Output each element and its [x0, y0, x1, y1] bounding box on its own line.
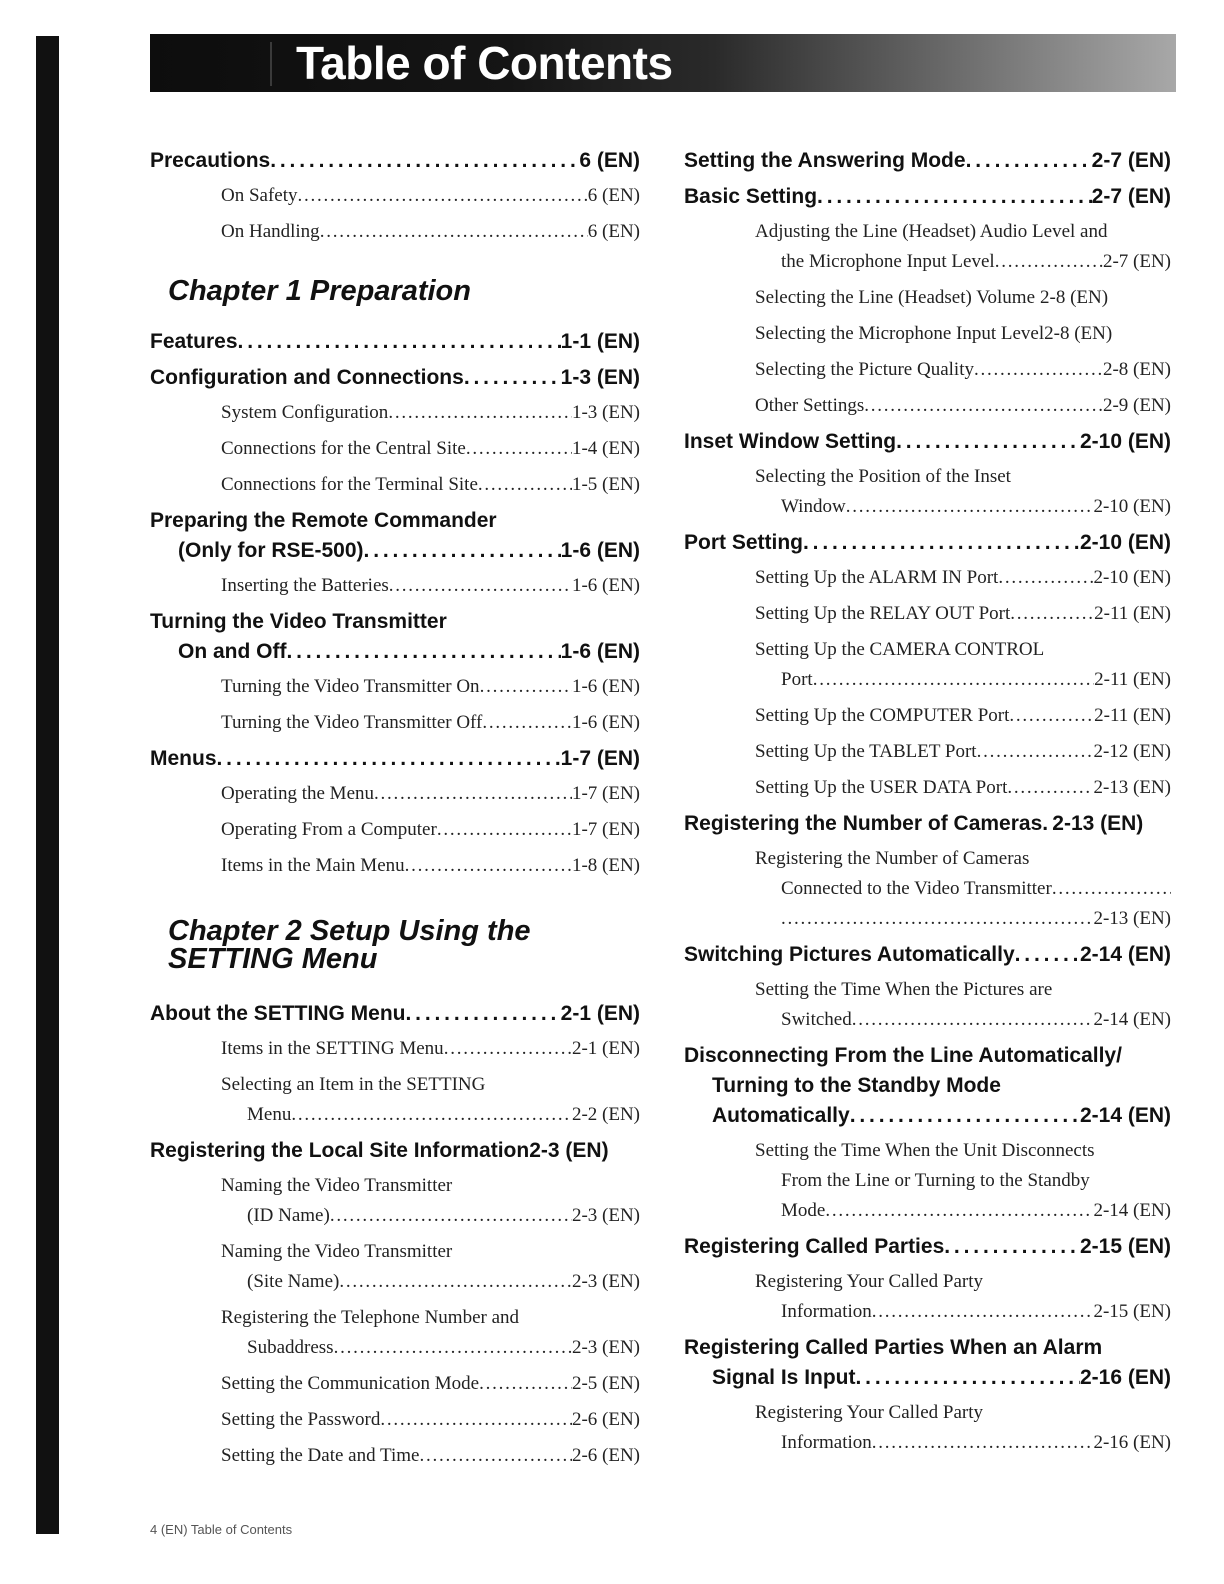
toc-left-column — [150, 140, 640, 1477]
entry-page: 1-5 (EN) — [571, 474, 640, 495]
leader-dots — [995, 247, 1103, 277]
entry-page: 2-10 (EN) — [1093, 567, 1171, 588]
entry-title: On Safety — [221, 185, 298, 206]
entry-title: Setting Up the COMPUTER Port — [755, 705, 1010, 726]
leader-dots — [287, 637, 561, 667]
entry-title: Port Setting — [684, 531, 803, 554]
toc-subentry[interactable] — [221, 1441, 640, 1471]
entry-page: 2-2 (EN) — [571, 1104, 640, 1125]
leader-dots — [389, 571, 572, 601]
leader-dots — [339, 1267, 572, 1297]
entry-page: 2-14 (EN) — [1093, 1200, 1171, 1221]
entry-page: 2-10 (EN) — [1079, 531, 1171, 554]
toc-subentry[interactable] — [221, 470, 640, 500]
entry-page: 2-8 (EN) — [1040, 287, 1109, 308]
toc-subentry-multiline[interactable] — [755, 975, 1171, 1035]
toc-subentry[interactable] — [755, 773, 1171, 803]
entry-title: Items in the Main Menu — [221, 855, 405, 876]
entry-title-line: Port — [781, 669, 813, 690]
toc-subentry-multiline[interactable] — [755, 635, 1171, 695]
toc-subentry-multiline[interactable] — [221, 1171, 640, 1231]
entry-title-line: (ID Name) — [247, 1205, 330, 1226]
entry-title-line: Preparing the Remote Commander — [150, 509, 497, 532]
entry-page: 2-9 (EN) — [1102, 395, 1171, 416]
entry-title-line: (Site Name) — [247, 1271, 340, 1292]
toc-subentry[interactable] — [755, 319, 1171, 349]
toc-entry[interactable] — [684, 528, 1171, 558]
entry-page: 2-14 (EN) — [1079, 1104, 1171, 1127]
entry-title: Setting the Date and Time — [221, 1445, 420, 1466]
leader-dots — [238, 327, 561, 357]
entry-title: Configuration and Connections — [150, 366, 464, 389]
entry-title-line: Registering Your Called Party — [755, 1402, 983, 1423]
entry-page: 1-4 (EN) — [571, 438, 640, 459]
entry-title: Features — [150, 330, 238, 353]
leader-dots — [405, 999, 560, 1029]
entry-page: 2-3 (EN) — [571, 1205, 640, 1226]
entry-title: Setting the Answering Mode — [684, 149, 966, 172]
toc-subentry[interactable] — [221, 217, 640, 247]
entry-title: Setting the Password — [221, 1409, 381, 1430]
entry-page: 1-6 (EN) — [571, 712, 640, 733]
entry-title: Operating the Menu — [221, 783, 375, 804]
leader-dots — [479, 1369, 572, 1399]
entry-title: Connections for the Central Site — [221, 438, 466, 459]
entry-title-line: Mode — [781, 1200, 826, 1221]
toc-subentry[interactable] — [221, 181, 640, 211]
entry-page: 2-16 (EN) — [1079, 1366, 1171, 1389]
toc-entry[interactable] — [150, 999, 640, 1029]
entry-title-line: Information — [781, 1432, 872, 1453]
entry-title-line: Registering the Number of Cameras — [755, 848, 1030, 869]
entry-title: Setting Up the TABLET Port — [755, 741, 977, 762]
entry-title-line: Setting the Time When the Pictures are — [755, 979, 1053, 1000]
entry-page: 6 (EN) — [587, 221, 640, 242]
entry-title-line: (Only for RSE-500) — [178, 539, 364, 562]
entry-page: 1-6 (EN) — [571, 676, 640, 697]
entry-title: Registering the Local Site Information — [150, 1139, 530, 1162]
toc-subentry[interactable] — [755, 283, 1171, 313]
leader-dots — [977, 737, 1094, 767]
toc-entry[interactable] — [684, 427, 1171, 457]
toc-entry[interactable] — [684, 809, 1171, 839]
leader-dots — [291, 1100, 572, 1130]
leader-dots — [298, 181, 588, 211]
entry-page: 2-12 (EN) — [1093, 741, 1171, 762]
entry-title-line: Selecting an Item in the SETTING — [221, 1074, 486, 1095]
toc-subentry[interactable] — [221, 1405, 640, 1435]
entry-title-line: From the Line or Turning to the Standby — [781, 1170, 1090, 1191]
entry-title: Other Settings — [755, 395, 865, 416]
toc-subentry-multiline[interactable] — [755, 217, 1171, 277]
entry-page: 2-3 (EN) — [571, 1337, 640, 1358]
toc-entry[interactable] — [150, 363, 640, 393]
entry-title-line: Switched — [781, 1009, 852, 1030]
entry-title-line: Connected to the Video Transmitter — [781, 878, 1052, 899]
entry-title: About the SETTING Menu — [150, 1002, 406, 1025]
entry-page: 2-6 (EN) — [571, 1409, 640, 1430]
leader-dots — [330, 1201, 572, 1231]
entry-page: 2-15 (EN) — [1093, 1301, 1171, 1322]
toc-entry[interactable] — [684, 182, 1171, 212]
toc-subentry-multiline[interactable] — [755, 1267, 1171, 1327]
toc-entry[interactable] — [150, 146, 640, 176]
entry-title-line: the Microphone Input Level — [781, 251, 995, 272]
entry-page: 2-7 (EN) — [1091, 149, 1171, 172]
toc-subentry[interactable] — [221, 851, 640, 881]
leader-dots — [478, 470, 572, 500]
toc-subentry-multiline[interactable] — [755, 844, 1171, 934]
chapter-heading: Chapter 1 Preparation — [168, 275, 471, 307]
leader-dots — [966, 146, 1092, 176]
entry-page: 1-7 (EN) — [560, 747, 640, 770]
toc-subentry[interactable] — [755, 563, 1171, 593]
entry-title-line: Turning to the Standby Mode — [712, 1074, 1001, 1097]
entry-title-line: Signal Is Input — [712, 1366, 856, 1389]
toc-subentry[interactable] — [755, 701, 1171, 731]
entry-title-line: Naming the Video Transmitter — [221, 1241, 453, 1262]
leader-dots — [374, 779, 572, 809]
entry-page: 2-10 (EN) — [1093, 496, 1171, 517]
leader-dots — [1015, 940, 1080, 970]
toc-entry[interactable] — [150, 327, 640, 357]
entry-page: 2-8 (EN) — [1102, 359, 1171, 380]
entry-title: Basic Setting — [684, 185, 818, 208]
toc-subentry[interactable] — [221, 1369, 640, 1399]
toc-subentry-multiline[interactable] — [221, 1237, 640, 1297]
leader-dots — [1052, 874, 1171, 904]
entry-page: 1-8 (EN) — [571, 855, 640, 876]
entry-page: 6 (EN) — [587, 185, 640, 206]
toc-entry-multiline[interactable] — [150, 506, 640, 566]
leader-dots — [1007, 773, 1093, 803]
entry-page: 1-3 (EN) — [571, 402, 640, 423]
entry-page: 2-13 (EN) — [1093, 908, 1171, 929]
entry-title: Turning the Video Transmitter Off — [221, 712, 483, 733]
entry-page: 2-5 (EN) — [571, 1373, 640, 1394]
leader-dots — [464, 363, 561, 393]
toc-entry-multiline[interactable] — [150, 607, 640, 667]
entry-title-line: Naming the Video Transmitter — [221, 1175, 453, 1196]
entry-title: Setting Up the RELAY OUT Port — [755, 603, 1011, 624]
entry-title-line: On and Off — [178, 640, 287, 663]
entry-title: Menus — [150, 747, 217, 770]
entry-title-line: Selecting the Position of the Inset — [755, 466, 1011, 487]
leader-dots — [813, 665, 1094, 695]
entry-title: Switching Pictures Automatically — [684, 943, 1015, 966]
entry-page: 2-6 (EN) — [571, 1445, 640, 1466]
entry-page: 1-7 (EN) — [571, 819, 640, 840]
leader-dots — [405, 851, 572, 881]
entry-page: 2-14 (EN) — [1093, 1009, 1171, 1030]
toc-subentry[interactable] — [755, 599, 1171, 629]
banner-tick — [270, 42, 272, 86]
entry-page: 6 (EN) — [579, 149, 640, 172]
toc-entry-multiline[interactable] — [684, 1333, 1171, 1393]
toc-entry[interactable] — [150, 744, 640, 774]
chapter-heading — [168, 917, 640, 973]
chapter-heading-line: Chapter 2 Setup Using the — [168, 915, 531, 947]
entry-title-line: Subaddress — [247, 1337, 334, 1358]
leader-dots — [444, 1034, 572, 1064]
leader-dots — [852, 1005, 1094, 1035]
leader-dots — [364, 536, 561, 566]
leader-dots — [437, 815, 572, 845]
entry-title-line: Menu — [247, 1104, 292, 1125]
page-footer: 4 (EN) Table of Contents — [150, 1522, 293, 1537]
leader-dots — [380, 1405, 572, 1435]
toc-subentry-multiline[interactable] — [755, 462, 1171, 522]
entry-title: Registering Called Parties — [684, 1235, 945, 1258]
entry-page: 2-8 (EN) — [1044, 323, 1113, 344]
entry-page: 2-10 (EN) — [1079, 430, 1171, 453]
leader-dots — [803, 528, 1080, 558]
leader-dots — [872, 1428, 1094, 1458]
toc-entry[interactable] — [150, 1136, 640, 1166]
entry-page: 2-7 (EN) — [1102, 251, 1171, 272]
leader-dots — [466, 434, 572, 464]
leader-dots — [872, 1297, 1094, 1327]
toc-subentry[interactable] — [221, 398, 640, 428]
entry-page: 2-13 (EN) — [1052, 812, 1144, 835]
toc-right-column — [684, 140, 1171, 1464]
entry-title-line: Turning the Video Transmitter — [150, 610, 447, 633]
leader-dots — [846, 492, 1094, 522]
entry-page: 2-1 (EN) — [560, 1002, 640, 1025]
leader-dots — [896, 427, 1080, 457]
leader-dots — [850, 1101, 1080, 1131]
toc-subentry[interactable] — [221, 708, 640, 738]
leader-dots — [825, 1196, 1093, 1226]
entry-page: 1-3 (EN) — [560, 366, 640, 389]
entry-title: Turning the Video Transmitter On — [221, 676, 480, 697]
entry-page: 2-1 (EN) — [571, 1038, 640, 1059]
leader-dots — [482, 708, 572, 738]
entry-title-line: Setting the Time When the Unit Disconnects — [755, 1140, 1095, 1161]
entry-title: Selecting the Microphone Input Level — [755, 323, 1045, 344]
toc-subentry[interactable] — [221, 571, 640, 601]
entry-page: 2-3 (EN) — [529, 1139, 609, 1162]
entry-page: 2-14 (EN) — [1079, 943, 1171, 966]
entry-title-line: Registering Called Parties When an Alarm — [684, 1336, 1103, 1359]
entry-page: 2-7 (EN) — [1091, 185, 1171, 208]
entry-title: Connections for the Terminal Site — [221, 474, 478, 495]
entry-page: 2-16 (EN) — [1093, 1432, 1171, 1453]
entry-title: Inserting the Batteries — [221, 575, 389, 596]
title-banner — [150, 34, 1176, 92]
toc-subentry-multiline[interactable] — [221, 1070, 640, 1130]
leader-dots — [270, 146, 579, 176]
toc-subentry[interactable] — [221, 434, 640, 464]
entry-title: Selecting the Picture Quality — [755, 359, 974, 380]
toc-subentry[interactable] — [221, 1034, 640, 1064]
toc-entry-multiline[interactable] — [684, 1041, 1171, 1131]
entry-title-line: Automatically — [712, 1104, 850, 1127]
chapter-heading-line: SETTING Menu — [168, 943, 378, 975]
entry-title: Precautions — [150, 149, 271, 172]
toc-entry[interactable] — [684, 146, 1171, 176]
toc-subentry-multiline[interactable] — [755, 1136, 1171, 1226]
leader-dots — [480, 672, 572, 702]
leader-dots — [974, 355, 1103, 385]
entry-page: 1-7 (EN) — [571, 783, 640, 804]
entry-page: 2-11 (EN) — [1094, 669, 1171, 690]
entry-title-line: Registering Your Called Party — [755, 1271, 983, 1292]
entry-title: Items in the SETTING Menu — [221, 1038, 444, 1059]
toc-subentry-multiline[interactable] — [755, 1398, 1171, 1458]
entry-title: Selecting the Line (Headset) Volume — [755, 287, 1035, 308]
entry-page: 2-3 (EN) — [571, 1271, 640, 1292]
leader-dots — [1009, 701, 1094, 731]
entry-page: 2-11 (EN) — [1094, 705, 1171, 726]
entry-page: 1-6 (EN) — [560, 640, 640, 663]
toc-subentry[interactable] — [755, 355, 1171, 385]
leader-dots — [419, 1441, 572, 1471]
entry-title: Setting the Communication Mode — [221, 1373, 480, 1394]
entry-page: 2-13 (EN) — [1093, 777, 1171, 798]
entry-page: 2-11 (EN) — [1094, 603, 1171, 624]
left-margin-bar — [36, 36, 59, 1534]
toc-entry[interactable] — [684, 1232, 1171, 1262]
entry-page: 1-6 (EN) — [560, 539, 640, 562]
leader-dots — [998, 563, 1093, 593]
leader-dots — [944, 1232, 1080, 1262]
entry-page: 1-6 (EN) — [571, 575, 640, 596]
entry-title-line: Information — [781, 1301, 872, 1322]
leader-dots — [864, 391, 1103, 421]
toc-subentry-multiline[interactable] — [221, 1303, 640, 1363]
toc-subentry[interactable] — [221, 815, 640, 845]
leader-dots — [320, 217, 588, 247]
leader-dots — [388, 398, 572, 428]
leader-dots — [217, 744, 561, 774]
leader-dots — [1010, 599, 1094, 629]
toc-entry[interactable] — [684, 940, 1171, 970]
entry-page: 2-15 (EN) — [1079, 1235, 1171, 1258]
leader-dots — [1042, 809, 1052, 839]
entry-title: Setting Up the ALARM IN Port — [755, 567, 999, 588]
entry-title-line: Registering the Telephone Number and — [221, 1307, 520, 1328]
leader-dots — [781, 904, 1093, 934]
page-title: Table of Contents — [296, 37, 673, 89]
leader-dots — [334, 1333, 572, 1363]
entry-title: Setting Up the USER DATA Port — [755, 777, 1008, 798]
entry-title-line: Adjusting the Line (Headset) Audio Level and — [755, 221, 1108, 242]
entry-title: Inset Window Setting — [684, 430, 897, 453]
toc-subentry[interactable] — [221, 672, 640, 702]
toc-subentry[interactable] — [221, 779, 640, 809]
entry-title-line: Window — [781, 496, 846, 517]
leader-dots — [856, 1363, 1080, 1393]
entry-title: On Handling — [221, 221, 320, 242]
entry-title-line: Setting Up the CAMERA CONTROL — [755, 639, 1045, 660]
leader-dots — [817, 182, 1092, 212]
toc-subentry[interactable] — [755, 737, 1171, 767]
entry-title: System Configuration — [221, 402, 389, 423]
entry-title: Operating From a Computer — [221, 819, 437, 840]
entry-title-line: Disconnecting From the Line Automatically/ — [684, 1044, 1122, 1067]
entry-title: Registering the Number of Cameras — [684, 812, 1043, 835]
entry-page: 1-1 (EN) — [560, 330, 640, 353]
toc-subentry[interactable] — [755, 391, 1171, 421]
